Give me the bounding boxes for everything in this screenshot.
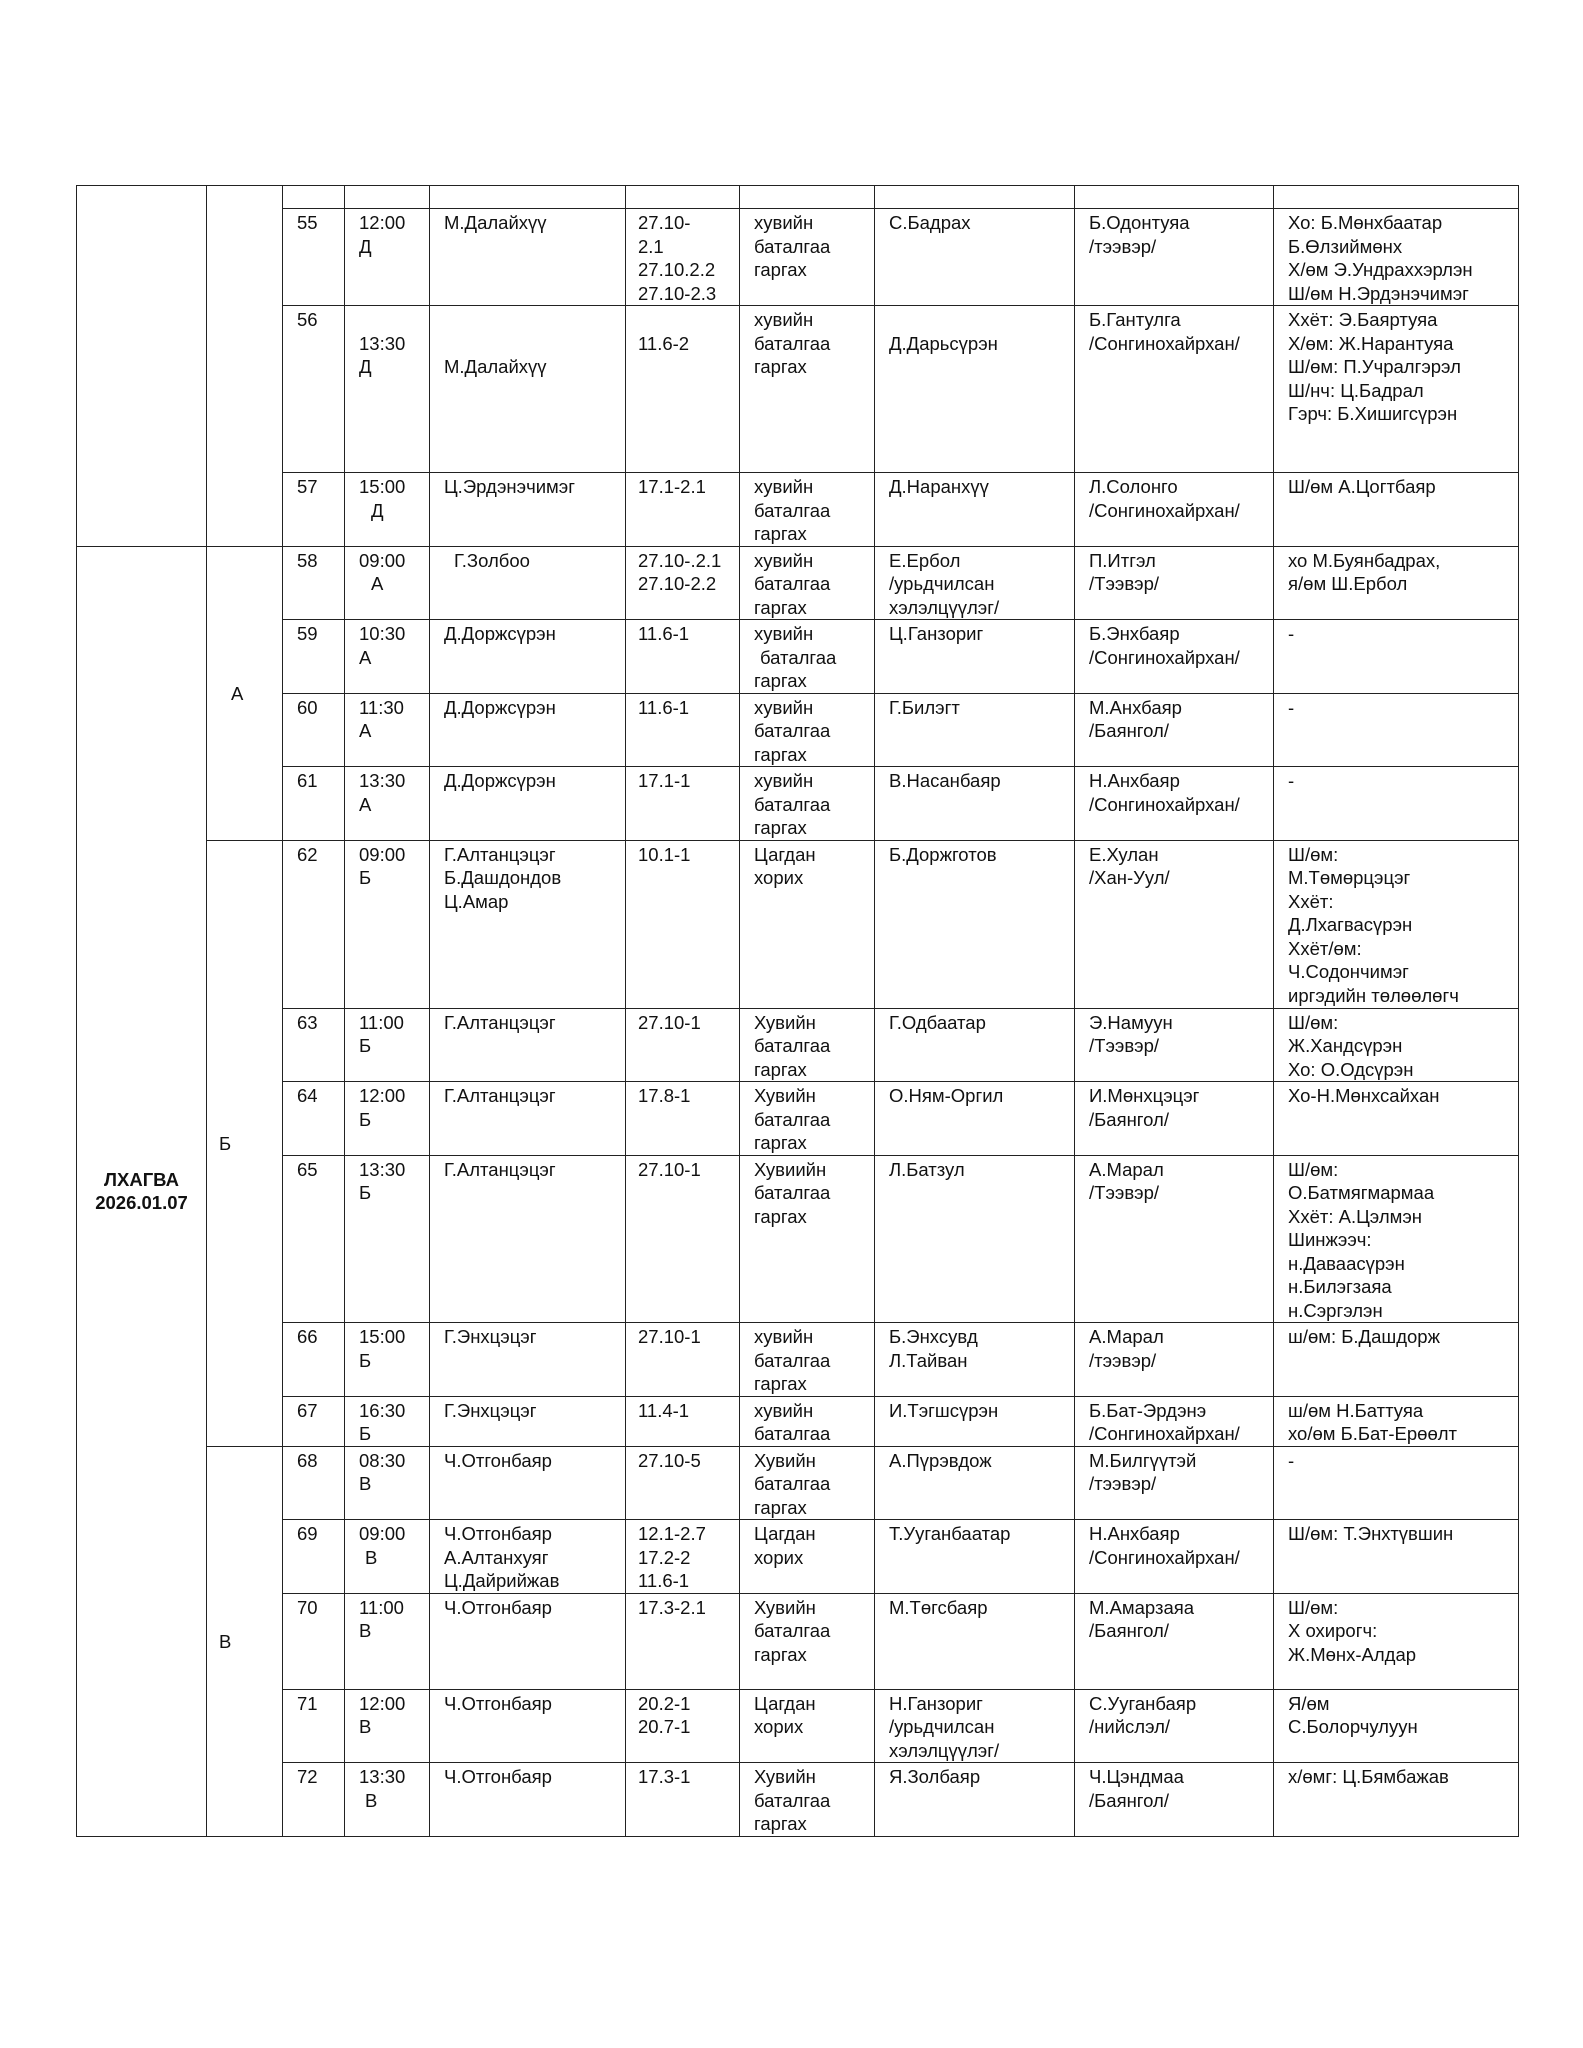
table-row [77, 1520, 1519, 1594]
preventive-measure: хувийн баталгаа гаргах [740, 693, 875, 767]
other-participants: - [1274, 620, 1519, 694]
other-participants: Ш/өм: М.Төмөрцэцэг Ххёт: Д.Лхагвасүрэн Ххёт/өм: Ч.Содончимэг иргэдийн төлөөлөгч [1274, 840, 1519, 1008]
hearing-time: 13:30 Б [345, 1155, 430, 1323]
other-participants: Ш/өм: Х охирогч: Ж.Мөнх-Алдар [1274, 1593, 1519, 1689]
accused-name: О.Ням-Оргил [875, 1082, 1075, 1156]
table-row [77, 1082, 1519, 1156]
hearing-time: 12:00 Б [345, 1082, 430, 1156]
table-row [77, 1689, 1519, 1763]
judge-name: Ч.Отгонбаяр [430, 1446, 626, 1520]
preventive-measure: Цагдан хорих [740, 840, 875, 1008]
hearing-time: 13:30 В [345, 1763, 430, 1837]
hearing-time: 15:00 Б [345, 1323, 430, 1397]
hearing-time: 15:00 Д [345, 473, 430, 547]
accused-name: Н.Ганзориг /урьдчилсан хэлэлцүүлэг/ [875, 1689, 1075, 1763]
case-number: 69 [283, 1520, 345, 1594]
preventive-measure: Цагдан хорих [740, 1520, 875, 1594]
hearing-time: 16:30 Б [345, 1396, 430, 1446]
article-code: 11.6-1 [626, 693, 740, 767]
other-participants: - [1274, 1446, 1519, 1520]
article-code: 27.10-1 [626, 1155, 740, 1323]
day-name: ЛХАГВА [104, 1168, 179, 1190]
judge-name: Ч.Отгонбаяр А.Алтанхуяг Ц.Дайрийжав [430, 1520, 626, 1594]
accused-name: И.Тэгшсүрэн [875, 1396, 1075, 1446]
preventive-measure: хувийн баталгаа гаргах [740, 620, 875, 694]
prosecutor-name: Ч.Цэндмаа /Баянгол/ [1075, 1763, 1274, 1837]
article-code: 27.10- 2.1 27.10.2.2 27.10-2.3 [626, 209, 740, 306]
accused-name: В.Насанбаяр [875, 767, 1075, 841]
other-participants: Ш/өм: О.Батмягмармаа Ххёт: А.Цэлмэн Шинжээч: н.Даваасүрэн н.Билэгзаяа н.Сэргэлэн [1274, 1155, 1519, 1323]
case-number: 68 [283, 1446, 345, 1520]
table-row [77, 840, 1519, 1008]
article-code: 17.3-2.1 [626, 1593, 740, 1689]
room-b: Б [207, 840, 283, 1446]
article-code: 27.10-1 [626, 1323, 740, 1397]
other-participants: Я/өм С.Болорчулуун [1274, 1689, 1519, 1763]
article-code: 10.1-1 [626, 840, 740, 1008]
prosecutor-name: Л.Солонго /Сонгинохайрхан/ [1075, 473, 1274, 547]
table-row [77, 620, 1519, 694]
accused-name: Б.Энхсувд Л.Тайван [875, 1323, 1075, 1397]
day-cell-previous [77, 186, 207, 547]
accused-name: С.Бадрах [875, 209, 1075, 306]
article-code: 11.6-1 [626, 620, 740, 694]
hearing-time: 08:30 В [345, 1446, 430, 1520]
article-code: 17.1-1 [626, 767, 740, 841]
judge-name: Г.Алтанцэцэг [430, 1155, 626, 1323]
judge-name: Г.Алтанцэцэг Б.Дашдондов Ц.Амар [430, 840, 626, 1008]
accused-name: Д.Наранхүү [875, 473, 1075, 547]
prosecutor-name: Э.Намуун /Тээвэр/ [1075, 1008, 1274, 1082]
accused-name: Я.Золбаяр [875, 1763, 1075, 1837]
other-participants: Хо: Б.Мөнхбаатар Б.Өлзиймөнх Х/өм Э.Ундраххэрлэн Ш/өм Н.Эрдэнэчимэг [1274, 209, 1519, 306]
judge-name: Ч.Отгонбаяр [430, 1593, 626, 1689]
hearing-time: 12:00 В [345, 1689, 430, 1763]
prosecutor-name: Н.Анхбаяр /Сонгинохайрхан/ [1075, 767, 1274, 841]
room-cell-previous [207, 186, 283, 547]
judge-name: М.Далайхүү [430, 306, 626, 473]
prosecutor-name: Б.Одонтуяа /тээвэр/ [1075, 209, 1274, 306]
prosecutor-name: Н.Анхбаяр /Сонгинохайрхан/ [1075, 1520, 1274, 1594]
table-row [77, 1446, 1519, 1520]
table-header-strip [77, 186, 1519, 209]
article-code: 11.4-1 [626, 1396, 740, 1446]
table-row [77, 1593, 1519, 1689]
article-code: 11.6-2 [626, 306, 740, 473]
preventive-measure: Цагдан хорих [740, 1689, 875, 1763]
case-number: 71 [283, 1689, 345, 1763]
other-participants: ш/өм: Б.Дашдорж [1274, 1323, 1519, 1397]
prosecutor-name: А.Марал /Тээвэр/ [1075, 1155, 1274, 1323]
accused-name: Т.Ууганбаатар [875, 1520, 1075, 1594]
prosecutor-name: И.Мөнхцэцэг /Баянгол/ [1075, 1082, 1274, 1156]
preventive-measure: хувийн баталгаа гаргах [740, 1323, 875, 1397]
case-number: 57 [283, 473, 345, 547]
other-participants: Ш/өм А.Цогтбаяр [1274, 473, 1519, 547]
judge-name: Г.Энхцэцэг [430, 1396, 626, 1446]
other-participants: х/өмг: Ц.Бямбажав [1274, 1763, 1519, 1837]
other-participants: Ш/өм: Т.Энхтүвшин [1274, 1520, 1519, 1594]
table-row [77, 546, 1519, 620]
preventive-measure: хувийн баталгаа гаргах [740, 473, 875, 547]
hearing-time: 09:00 В [345, 1520, 430, 1594]
other-participants: Хо-Н.Мөнхсайхан [1274, 1082, 1519, 1156]
accused-name: Д.Дарьсүрэн [875, 306, 1075, 473]
prosecutor-name: Б.Энхбаяр /Сонгинохайрхан/ [1075, 620, 1274, 694]
hearing-time: 09:00 А [345, 546, 430, 620]
prosecutor-name: Б.Гантулга /Сонгинохайрхан/ [1075, 306, 1274, 473]
prosecutor-name: М.Билгүүтэй /тээвэр/ [1075, 1446, 1274, 1520]
room-a: А [207, 546, 283, 840]
hearing-time: 09:00 Б [345, 840, 430, 1008]
table-row [77, 1008, 1519, 1082]
judge-name: Д.Доржсүрэн [430, 693, 626, 767]
preventive-measure: хувийн баталгаа гаргах [740, 767, 875, 841]
table-row [77, 209, 1519, 306]
preventive-measure: хувийн баталгаа гаргах [740, 306, 875, 473]
table-row [77, 767, 1519, 841]
case-number: 64 [283, 1082, 345, 1156]
article-code: 27.10-.2.1 27.10-2.2 [626, 546, 740, 620]
preventive-measure: хувийн баталгаа гаргах [740, 209, 875, 306]
case-number: 56 [283, 306, 345, 473]
accused-name: Е.Ербол /урьдчилсан хэлэлцүүлэг/ [875, 546, 1075, 620]
preventive-measure: хувийн баталгаа гаргах [740, 546, 875, 620]
other-participants: хо М.Буянбадрах, я/өм Ш.Ербол [1274, 546, 1519, 620]
article-code: 17.3-1 [626, 1763, 740, 1837]
day-date: 2026.01.07 [95, 1192, 188, 1213]
hearing-time: 10:30 А [345, 620, 430, 694]
table-row [77, 306, 1519, 473]
case-number: 62 [283, 840, 345, 1008]
case-number: 55 [283, 209, 345, 306]
other-participants: - [1274, 693, 1519, 767]
day-cell [77, 546, 207, 1836]
table-row [77, 1155, 1519, 1323]
judge-name: Ц.Эрдэнэчимэг [430, 473, 626, 547]
prosecutor-name: М.Амарзаяа /Баянгол/ [1075, 1593, 1274, 1689]
preventive-measure: Хувийн баталгаа гаргах [740, 1446, 875, 1520]
case-number: 60 [283, 693, 345, 767]
article-code: 20.2-1 20.7-1 [626, 1689, 740, 1763]
hearing-time: 11:30 А [345, 693, 430, 767]
prosecutor-name: Е.Хулан /Хан-Уул/ [1075, 840, 1274, 1008]
prosecutor-name: М.Анхбаяр /Баянгол/ [1075, 693, 1274, 767]
judge-name: Г.Золбоо [430, 546, 626, 620]
preventive-measure: хувийн баталгаа [740, 1396, 875, 1446]
preventive-measure: Хувийн баталгаа гаргах [740, 1082, 875, 1156]
judge-name: Ч.Отгонбаяр [430, 1689, 626, 1763]
case-number: 59 [283, 620, 345, 694]
accused-name: Ц.Ганзориг [875, 620, 1075, 694]
other-participants: Ш/өм: Ж.Хандсүрэн Хо: О.Одсүрэн [1274, 1008, 1519, 1082]
table-row [77, 693, 1519, 767]
prosecutor-name: С.Ууганбаяр /нийслэл/ [1075, 1689, 1274, 1763]
accused-name: Л.Батзул [875, 1155, 1075, 1323]
other-participants: ш/өм Н.Баттуяа хо/өм Б.Бат-Ерөөлт [1274, 1396, 1519, 1446]
accused-name: Б.Доржготов [875, 840, 1075, 1008]
accused-name: Г.Билэгт [875, 693, 1075, 767]
article-code: 27.10-1 [626, 1008, 740, 1082]
hearing-time: 13:30 А [345, 767, 430, 841]
room-v: В [207, 1446, 283, 1836]
preventive-measure: Хувийн баталгаа гаргах [740, 1593, 875, 1689]
article-code: 17.8-1 [626, 1082, 740, 1156]
hearing-time: 11:00 В [345, 1593, 430, 1689]
article-code: 27.10-5 [626, 1446, 740, 1520]
judge-name: Г.Энхцэцэг [430, 1323, 626, 1397]
case-number: 70 [283, 1593, 345, 1689]
table-row [77, 473, 1519, 547]
preventive-measure: Хувийн баталгаа гаргах [740, 1008, 875, 1082]
case-number: 66 [283, 1323, 345, 1397]
table-row [77, 1323, 1519, 1397]
other-participants: Ххёт: Э.Баяртуяа Х/өм: Ж.Нарантуяа Ш/өм: П.Учралгэрэл Ш/нч: Ц.Бадрал Гэрч: Б.Хишигсүрэн [1274, 306, 1519, 473]
case-number: 58 [283, 546, 345, 620]
case-number: 67 [283, 1396, 345, 1446]
judge-name: Ч.Отгонбаяр [430, 1763, 626, 1837]
case-number: 63 [283, 1008, 345, 1082]
article-code: 17.1-2.1 [626, 473, 740, 547]
prosecutor-name: А.Марал /тээвэр/ [1075, 1323, 1274, 1397]
court-hearing-schedule-table [76, 185, 1519, 1837]
prosecutor-name: Б.Бат-Эрдэнэ /Сонгинохайрхан/ [1075, 1396, 1274, 1446]
case-number: 61 [283, 767, 345, 841]
case-number: 65 [283, 1155, 345, 1323]
accused-name: М.Төгсбаяр [875, 1593, 1075, 1689]
case-number: 72 [283, 1763, 345, 1837]
accused-name: А.Пүрэвдож [875, 1446, 1075, 1520]
judge-name: М.Далайхүү [430, 209, 626, 306]
prosecutor-name: П.Итгэл /Тээвэр/ [1075, 546, 1274, 620]
accused-name: Г.Одбаатар [875, 1008, 1075, 1082]
table-row [77, 1763, 1519, 1837]
article-code: 12.1-2.7 17.2-2 11.6-1 [626, 1520, 740, 1594]
judge-name: Д.Доржсүрэн [430, 767, 626, 841]
other-participants: - [1274, 767, 1519, 841]
table-row [77, 1396, 1519, 1446]
hearing-time: 12:00 Д [345, 209, 430, 306]
preventive-measure: Хувиийн баталгаа гаргах [740, 1155, 875, 1323]
judge-name: Г.Алтанцэцэг [430, 1008, 626, 1082]
judge-name: Д.Доржсүрэн [430, 620, 626, 694]
hearing-time: 11:00 Б [345, 1008, 430, 1082]
judge-name: Г.Алтанцэцэг [430, 1082, 626, 1156]
preventive-measure: Хувийн баталгаа гаргах [740, 1763, 875, 1837]
hearing-time: 13:30 Д [345, 306, 430, 473]
